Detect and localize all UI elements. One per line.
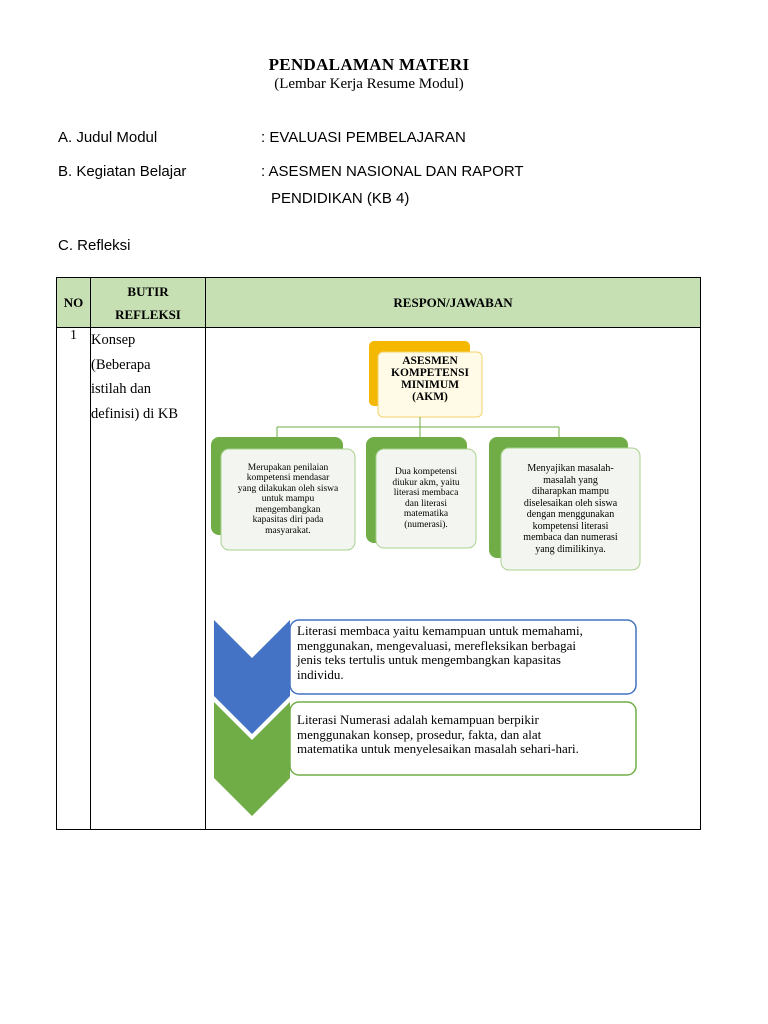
child1-line: Merupakan penilaian	[247, 462, 329, 473]
meta-value: : ASESMEN NASIONAL DAN RAPORT	[261, 163, 524, 180]
literasi-membaca-line: individu.	[297, 666, 344, 682]
butir-line: definisi) di KB	[91, 405, 178, 422]
butir-line: (Beberapa	[91, 356, 151, 373]
child1-label	[221, 449, 355, 550]
child1-line: kapasitas diri pada	[252, 515, 324, 526]
child2-line: Dua kompetensi	[394, 467, 457, 477]
meta-refleksi	[58, 237, 698, 257]
literasi-membaca-line: jenis teks tertulis untuk mengembangkan kapasitas	[297, 652, 561, 667]
literasi-numerasi-text	[297, 713, 635, 757]
child1-line: kompetensi mendasar	[246, 473, 330, 484]
header-butir	[91, 278, 206, 328]
row-number: 1	[57, 328, 91, 830]
root-line: KOMPETENSI	[391, 367, 469, 379]
page-title: PENDALAMAN MATERI	[268, 55, 470, 74]
page-subtitle: (Lembar Kerja Resume Modul)	[274, 76, 464, 92]
child3-line: diharapkan mampu	[532, 486, 609, 497]
meta-label: C. Refleksi	[58, 237, 131, 254]
row-butir	[91, 328, 206, 830]
table-row	[57, 328, 701, 830]
meta-judul-modul	[58, 129, 698, 149]
child2-line: dan literasi	[405, 498, 447, 509]
child2-line: diukur akm, yaitu	[392, 477, 460, 488]
child3-line: Menyajikan masalah-	[527, 463, 614, 474]
header-butir-line: BUTIR	[127, 283, 169, 299]
meta-value-cont: PENDIDIKAN (KB 4)	[271, 190, 410, 207]
literasi-numerasi-line: matematika untuk menyelesaikan masalah sehari-hari.	[297, 741, 579, 756]
root-line: MINIMUM	[400, 379, 460, 391]
meta-value: : EVALUASI PEMBELAJARAN	[261, 129, 466, 146]
literasi-membaca-text	[297, 624, 635, 682]
literasi-membaca-line: menggunakan, mengevaluasi, merefleksikan berbagai	[297, 637, 577, 653]
literasi-numerasi-line: menggunakan konsep, prosedur, fakta, dan alat	[297, 726, 542, 742]
meta-kegiatan-belajar	[58, 163, 698, 213]
table-header-row	[57, 278, 701, 328]
root-label	[378, 355, 482, 403]
child3-line: kompetensi literasi	[532, 520, 609, 532]
child3-line: membaca dan numerasi	[523, 532, 618, 543]
child3-line: dengan menggunakan	[526, 509, 615, 520]
meta-label: B. Kegiatan Belajar	[58, 163, 187, 180]
butir-line: istilah dan	[91, 381, 152, 397]
butir-line: Konsep	[91, 332, 136, 348]
child1-line: untuk mampu	[261, 494, 315, 505]
child1-line: yang dilakukan oleh siswa	[237, 483, 339, 494]
reflection-table	[56, 277, 701, 830]
child2-line: literasi membaca	[393, 488, 459, 498]
child2-line: matematika	[403, 509, 449, 519]
child1-line: mengembangkan	[255, 504, 321, 515]
child3-line: masalah yang	[543, 474, 598, 486]
akm-diagram	[206, 328, 700, 829]
child3-line: yang dimilikinya.	[535, 543, 606, 555]
child1-line: masyarakat.	[265, 525, 311, 536]
header-respon: RESPON/JAWABAN	[206, 278, 701, 328]
literasi-numerasi-line: Literasi Numerasi adalah kemampuan berpikir	[297, 712, 539, 727]
child3-label	[501, 448, 640, 570]
child3-line: diselesaikan oleh siswa	[523, 497, 618, 509]
tree-connectors	[277, 417, 559, 438]
literasi-membaca-line: Literasi membaca yaitu kemampuan untuk memahami,	[297, 623, 583, 638]
root-line: ASESMEN	[402, 355, 458, 367]
row-respon	[206, 328, 701, 830]
child2-line: (numerasi).	[404, 519, 448, 530]
header-no: NO	[57, 278, 91, 328]
meta-label: A. Judul Modul	[58, 129, 158, 146]
root-line: (AKM)	[412, 391, 448, 403]
header-butir-line: REFLEKSI	[115, 306, 181, 322]
child2-label	[376, 449, 476, 548]
